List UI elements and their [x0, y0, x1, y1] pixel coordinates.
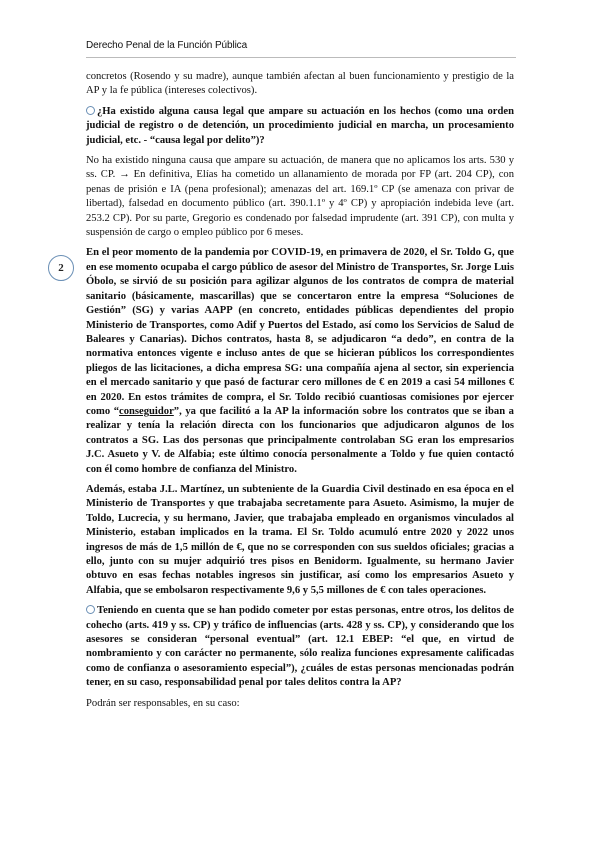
question-2	[86, 604, 514, 690]
question-2-text: Teniendo en cuenta que se han podido cometer por estas personas, entre otros, los delitos de cohecho (arts. 419 y ss. CP) y tráfico de influencias (arts. 428 y ss. CP), y considerando que los asesores se consideran “personal eventual” (art. 12.1 EBEP: “el que, en virtud de nombramiento y con carácter no permanente, sólo realiza funciones expresamente calificadas como de confianza o asesoramiento especial”), ¿cuáles de estas personas mencionadas podrán tener, en su caso, responsabilidad penal por tales delitos contra la AP?	[86, 605, 514, 689]
case-2-paragraph-1	[86, 246, 514, 477]
question-1	[86, 105, 514, 148]
document-body	[86, 70, 514, 717]
case-2-text-a: En el peor momento de la pandemia por COVID-19, en primavera de 2020, el Sr. Toldo G, que en ese momento ocupaba el cargo público de asesor del Ministro de Transportes, Sr. Jorge Luis Óbolo, se sirvió de su posición para agilizar algunos de los contratos de compra de material sanitario (básicamente, mascarillas) que se concertaron entre la empresa “Soluciones de Gestión” (SG) y varias AAPP (en concreto, entidades públicas dependientes del propio Ministerio de Transportes, como Adif y Puertos del Estado, así como los Servicios de Salud de Baleares y Canarias). Dichos contratos, hasta 8, se adjudicaron “a dedo”, en contra de la normativa entonces vigente e incluso antes de que se hicieran públicos los correspondientes pliegos de las licitaciones, a dicha empresa SG: una compañía ajena al sector, sin experiencia en el mercado sanitario y que pasó de facturar cero millones de € en 2019 a casi 54 millones € en 2020. En estos trámites de compra, el Sr. Toldo recibió cuantiosas comisiones por ejercer como “	[86, 247, 514, 417]
case-2-underlined-term: conseguidor	[119, 405, 174, 417]
case-number-badge: 2	[48, 255, 74, 281]
case-2-text-b: ”, ya que facilitó a la AP la información sobre los contratos que se iban a realizar y tenía la relación directa con los funcionarios que adjudicaron algunos de los contratos a SG. Las dos personas que principalmente controlaban SG eran los empresarios J.C. Asueto y V. de Alfabia; este último conocía personalmente a Toldo y fue quien contactó con él como hombre de confianza del Ministro.	[86, 405, 514, 475]
question-circle-icon	[86, 106, 95, 115]
paragraph-intro: concretos (Rosendo y su madre), aunque también afectan al buen funcionamiento y prestigio de la AP y la fe pública (intereses colectivos).	[86, 71, 514, 97]
answer-1: No ha existido ninguna causa que ampare su actuación, de manera que no aplicamos los arts. 530 y ss. CP. → En definitiva, Elías ha cometido un allanamiento de morada por FP (art. 204 CP), con penas de prisión e IA (pena profesional); amenazas del art. 169.1º CP (se amenaza con privar de libertad), falsedad en documento público (art. 390.1.1º y 4º CP) y apropiación indebida leve (art. 253.2 CP). Por su parte, Gregorio es condenado por falsedad imprudente (art. 391 CP), con multa y suspensión de cargo o empleo público por 6 meses.	[86, 155, 514, 239]
running-header: Derecho Penal de la Función Pública	[86, 40, 248, 51]
header-divider	[86, 57, 516, 58]
question-1-text: ¿Ha existido alguna causa legal que ampare su actuación en los hechos (como una orden judicial de registro o de detención, un procedimiento judicial en marcha, un procesamiento judicial, etc. - “causa legal por delito”)?	[86, 105, 514, 146]
case-2-paragraph-2: Además, estaba J.L. Martínez, un subteniente de la Guardia Civil destinado en esa época en el Ministerio de Transportes y que trabajaba secretamente para Asueto. Asimismo, la mujer de Toldo, Lucrecia, y su hermano, Javier, que trabajaba empleado en organismos vinculados al Ministerio, estaban implicados en la trama. El Sr. Toldo acumuló entre 2020 y 2022 unos ingresos de más de 1,5 millón de €, que no se corresponden con sus sueldos oficiales; gracias a ello, junto con su mujer adquirió tres pisos en Benidorm. Igualmente, su hermano Javier obtuvo en esas fechas notables ingresos sin justificar, así como los empresarios Asueto y Alfabia, que se embolsaron respectivamente 9,6 y 5,5 millones de € con tales operaciones.	[86, 483, 514, 596]
question-circle-icon	[86, 605, 95, 614]
answer-2: Podrán ser responsables, en su caso:	[86, 697, 240, 709]
